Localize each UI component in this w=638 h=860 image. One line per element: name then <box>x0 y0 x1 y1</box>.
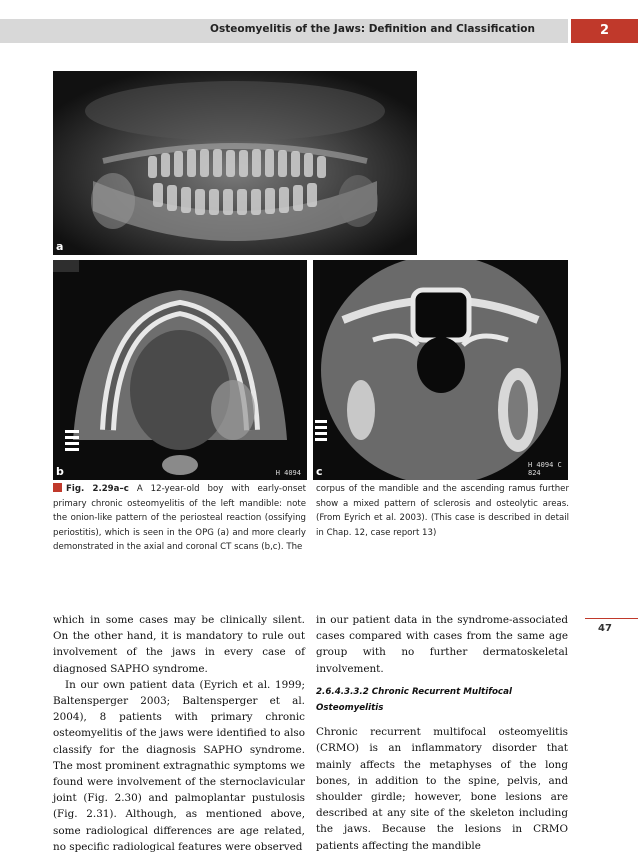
figure-c-coronal-ct <box>313 260 568 480</box>
page-number-rule <box>585 618 638 619</box>
figure-caption-right <box>316 482 569 540</box>
figure-letter-b: b <box>56 465 64 478</box>
section-subheading: 2.6.4.3.3.2 Chronic Recurrent Multifocal Osteomyelitis <box>316 686 512 714</box>
page-number: 47 <box>598 623 612 634</box>
figure-a-panoramic-radiograph <box>53 71 417 255</box>
paragraph: which in some cases may be clinically silent. On the other hand, it is mandatory to rule out involvement of the jaws in every case of diagnosed SAPHO syndrome. <box>53 614 305 675</box>
caption-marker-icon <box>53 483 62 492</box>
coronal-ct-image <box>313 260 568 480</box>
figure-label: Fig. 2.29a–c <box>66 484 129 494</box>
panoramic-xray-image <box>53 71 417 255</box>
figure-letter-c: c <box>316 465 323 478</box>
paragraph: In our own patient data (Eyrich et al. 1999; Baltensperger 2003; Baltensperger et al. 2004), 8 patients with primary chronic osteomyelitis of the jaws were identified to also classify for the diagnosis SAPHO syndrome. The most prominent extragnathic symptoms we found were involvement of the sternoclavicular joint (Fig. 2.30) and palmoplantar pustulosis (Fig. 2.31). Although, as mentioned above, some radiological differences are age related, no specific radiological features were observed <box>53 678 305 853</box>
body-column-left <box>53 612 305 855</box>
body-column-right <box>316 612 568 854</box>
axial-ct-image <box>53 260 307 480</box>
caption-text-left: A 12-year-old boy with early-onset primary chronic osteomyelitis of the left mandible: note the onion-like pattern of the periosteal reaction (ossifying periostitis), which is seen in the OPG (a) and more clearly demonstrated in the axial and coronal CT scans (b,c). The <box>53 484 306 552</box>
figure-letter-a: a <box>56 240 64 253</box>
paragraph: Chronic recurrent multifocal osteomyelitis (CRMO) is an inflammatory disorder that mainly affects the metaphyses of the long bones, in addition to the spine, pelvis, and shoulder girdle; however, bone lesions are described at any site of the skeleton including the jaws. Because the lesions in CRMO patients affecting the mandible <box>316 726 568 852</box>
scan-label-c: H 4094 C 824 <box>528 461 562 477</box>
figure-b-axial-ct <box>53 260 307 480</box>
figure-caption-left <box>53 482 306 555</box>
caption-text-right: corpus of the mandible and the ascending ramus further show a mixed pattern of sclerosis and osteolytic areas. (From Eyrich et al. 2003). (This case is described in detail in Chap. 12, case report 13) <box>316 484 569 538</box>
chapter-number: 2 <box>571 19 638 43</box>
paragraph: in our patient data in the syndrome-associated cases compared with cases from the same age group with no further dermatoskeletal involvement. <box>316 614 568 675</box>
scan-label-b: H 4094 <box>275 469 301 477</box>
running-title: Osteomyelitis of the Jaws: Definition and Classification <box>210 23 535 35</box>
